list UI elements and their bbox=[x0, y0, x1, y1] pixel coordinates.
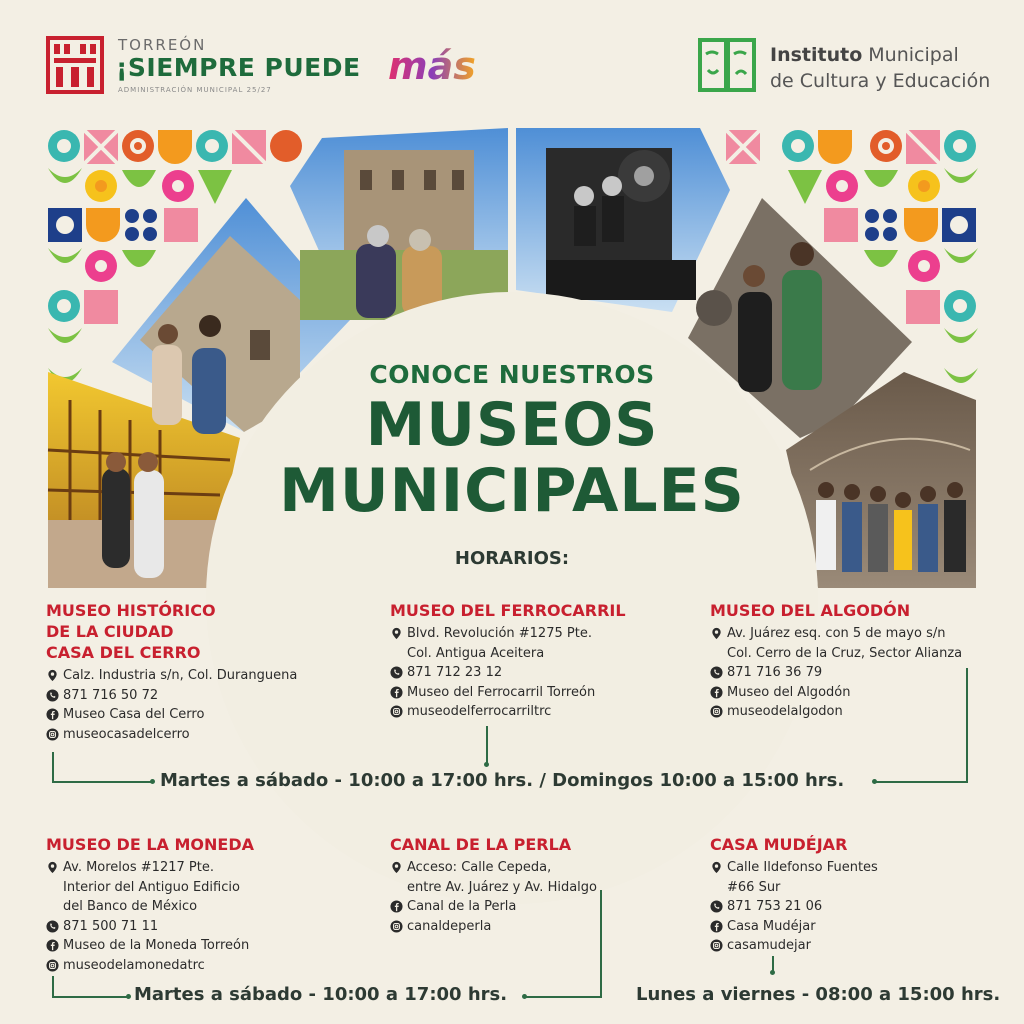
museum-name: CANAL DE LA PERLA bbox=[390, 835, 572, 854]
phone-icon bbox=[710, 900, 723, 913]
museum-name: MUSEO DEL FERROCARRIL bbox=[390, 601, 626, 620]
connector-line bbox=[52, 996, 128, 998]
location-pin-icon bbox=[390, 861, 403, 874]
instagram: museodelferrocarriltrc bbox=[390, 702, 626, 722]
connector-line bbox=[486, 726, 488, 764]
title-line3: MUNICIPALES bbox=[279, 456, 745, 526]
museum-name: MUSEO HISTÓRICO bbox=[46, 601, 216, 620]
instagram: museodelalgodon bbox=[710, 702, 962, 722]
instagram-icon bbox=[710, 705, 723, 718]
museum-casa-mudejar bbox=[710, 834, 878, 956]
museum-canal-de-la-perla bbox=[390, 834, 597, 936]
connector-dot bbox=[126, 994, 131, 999]
address: Calle Ildefonso Fuentes bbox=[710, 858, 878, 878]
title-line1: CONOCE NUESTROS bbox=[369, 360, 655, 389]
facebook-icon bbox=[46, 708, 59, 721]
city-name: TORREÓN bbox=[118, 36, 207, 54]
instagram-icon bbox=[390, 705, 403, 718]
museum-name: DE LA CIUDAD bbox=[46, 622, 174, 641]
slogan-mas: más bbox=[388, 44, 476, 88]
address-line2: Col. Antigua Aceitera bbox=[407, 645, 545, 661]
phone-icon bbox=[390, 666, 403, 679]
photo-casa-mudejar bbox=[290, 128, 508, 320]
location-pin-icon bbox=[46, 861, 59, 874]
instagram: museodelamonedatrc bbox=[46, 956, 254, 976]
phone-icon bbox=[46, 689, 59, 702]
phone: 871 716 36 79 bbox=[710, 663, 962, 683]
administration-label: ADMINISTRACIÓN MUNICIPAL 25/27 bbox=[118, 86, 272, 94]
connector-line bbox=[966, 668, 968, 782]
museum-algodon bbox=[710, 600, 962, 722]
instagram-icon bbox=[46, 728, 59, 741]
facebook-icon bbox=[390, 686, 403, 699]
facebook-icon bbox=[710, 686, 723, 699]
museum-name: CASA MUDÉJAR bbox=[710, 835, 848, 854]
address: Calz. Industria s/n, Col. Duranguena bbox=[46, 666, 297, 686]
museum-name: CASA DEL CERRO bbox=[46, 643, 201, 662]
address: Av. Juárez esq. con 5 de mayo s/n bbox=[710, 624, 962, 644]
phone: 871 500 71 11 bbox=[46, 917, 254, 937]
photo-museo-ferrocarril bbox=[516, 128, 730, 312]
slogan: ¡SIEMPRE PUEDE bbox=[116, 53, 361, 82]
phone: 871 712 23 12 bbox=[390, 663, 626, 683]
connector-dot bbox=[150, 779, 155, 784]
facebook: Museo del Ferrocarril Torreón bbox=[390, 683, 626, 703]
schedule-bottom-right: Lunes a viernes - 08:00 a 15:00 hrs. bbox=[636, 984, 1001, 1005]
facebook-icon bbox=[390, 900, 403, 913]
location-pin-icon bbox=[710, 627, 723, 640]
title-line2: MUSEOS bbox=[365, 390, 659, 460]
phone-icon bbox=[710, 666, 723, 679]
instagram-icon bbox=[46, 959, 59, 972]
facebook: Museo de la Moneda Torreón bbox=[46, 936, 254, 956]
instagram: museocasadelcerro bbox=[46, 725, 297, 745]
schedule-top: Martes a sábado - 10:00 a 17:00 hrs. / Domingos 10:00 a 15:00 hrs. bbox=[160, 770, 845, 791]
phone-icon bbox=[46, 920, 59, 933]
address: Av. Morelos #1217 Pte. bbox=[46, 858, 254, 878]
institute-name-line2: de Cultura y Educación bbox=[770, 70, 991, 92]
horarios-heading: HORARIOS: bbox=[454, 548, 570, 569]
address-line2: Col. Cerro de la Cruz, Sector Alianza bbox=[727, 645, 963, 661]
facebook: Museo Casa del Cerro bbox=[46, 705, 297, 725]
facebook: Museo del Algodón bbox=[710, 683, 962, 703]
facebook-icon bbox=[46, 939, 59, 952]
connector-line bbox=[52, 781, 152, 783]
museum-name: MUSEO DEL ALGODÓN bbox=[710, 601, 911, 620]
facebook: Casa Mudéjar bbox=[710, 917, 878, 937]
address-line2: Interior del Antiguo Edificio bbox=[63, 879, 240, 895]
connector-line bbox=[526, 996, 602, 998]
address-line3: del Banco de México bbox=[63, 899, 198, 914]
institute-name-line1: Instituto Municipal bbox=[770, 44, 959, 66]
museum-name: MUSEO DE LA MONEDA bbox=[46, 835, 254, 854]
connector-line bbox=[600, 890, 602, 998]
museum-moneda bbox=[46, 834, 254, 975]
address: Acceso: Calle Cepeda, bbox=[390, 858, 597, 878]
address-line2: entre Av. Juárez y Av. Hidalgo bbox=[407, 879, 597, 895]
connector-dot bbox=[770, 970, 775, 975]
facebook: Canal de la Perla bbox=[390, 897, 597, 917]
address: Blvd. Revolución #1275 Pte. bbox=[390, 624, 626, 644]
connector-dot bbox=[872, 779, 877, 784]
facebook-icon bbox=[710, 920, 723, 933]
location-pin-icon bbox=[390, 627, 403, 640]
address-line2: #66 Sur bbox=[727, 879, 781, 895]
connector-dot bbox=[522, 994, 527, 999]
schedule-bottom-left: Martes a sábado - 10:00 a 17:00 hrs. bbox=[134, 984, 508, 1005]
phone: 871 753 21 06 bbox=[710, 897, 878, 917]
connector-line bbox=[52, 976, 54, 998]
museum-ferrocarril bbox=[390, 600, 626, 722]
instagram: casamudejar bbox=[710, 936, 878, 956]
location-pin-icon bbox=[46, 669, 59, 682]
phone: 871 716 50 72 bbox=[46, 686, 297, 706]
connector-line bbox=[52, 752, 54, 782]
connector-line bbox=[876, 781, 968, 783]
instagram-icon bbox=[390, 920, 403, 933]
instagram-icon bbox=[710, 939, 723, 952]
location-pin-icon bbox=[710, 861, 723, 874]
connector-dot bbox=[484, 762, 489, 767]
museum-casa-del-cerro bbox=[46, 600, 297, 744]
instagram: canaldeperla bbox=[390, 917, 597, 937]
